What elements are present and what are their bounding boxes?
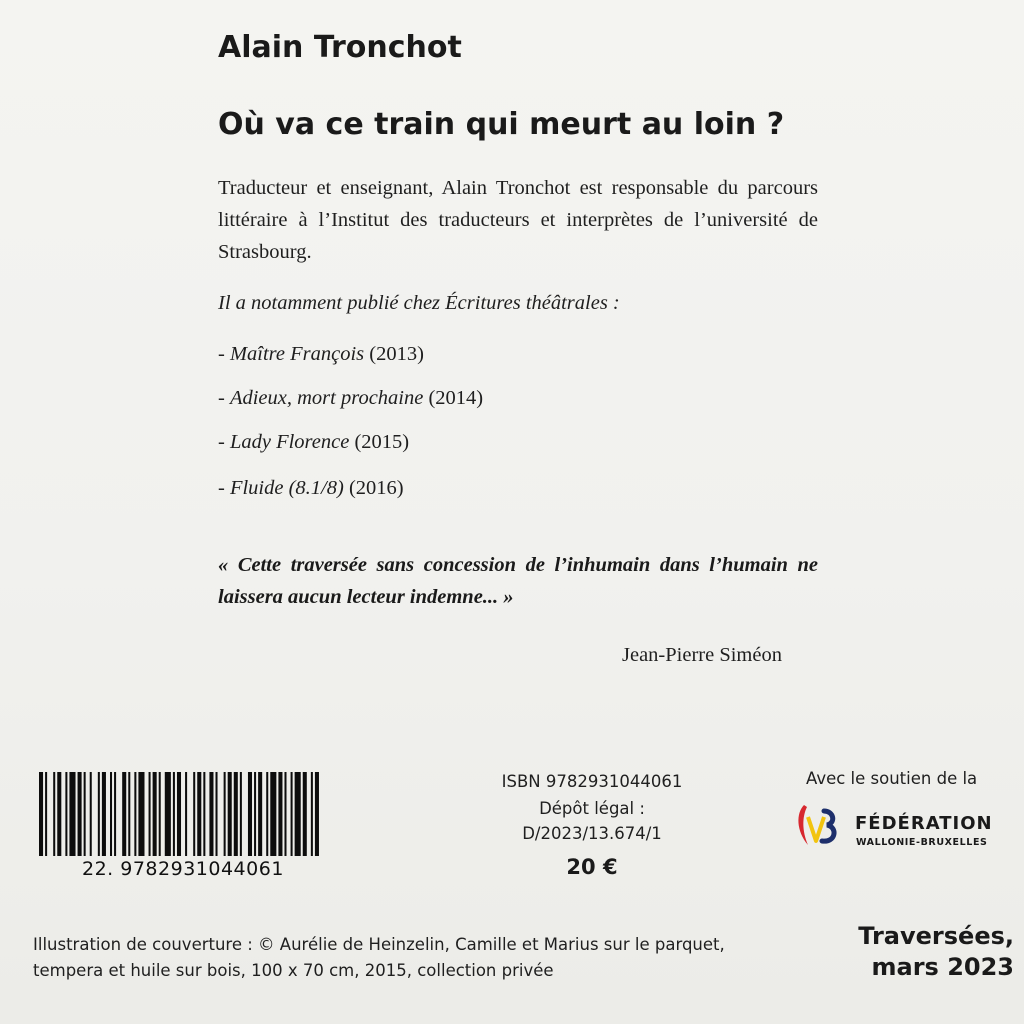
barcode-bar <box>315 772 319 856</box>
barcode-number: 22. 9782931044061 <box>82 858 284 880</box>
publication-year: (2016) <box>343 477 404 499</box>
barcode-bar <box>295 772 301 856</box>
author-name: Alain Tronchot <box>218 30 462 65</box>
publication-prefix: - <box>218 477 230 499</box>
publication-item <box>218 431 409 454</box>
barcode-bar <box>138 772 144 856</box>
barcode-bar <box>303 772 307 856</box>
barcode-bar <box>291 772 293 856</box>
barcode-bar <box>278 772 282 856</box>
publications-intro: Il a notamment publié chez Écritures théâtrales : <box>218 292 620 314</box>
barcode-bar <box>311 772 313 856</box>
barcode-bar <box>209 772 213 856</box>
series-name: Traversées, <box>858 922 1014 950</box>
barcode-bar <box>228 772 232 856</box>
barcode-bar <box>193 772 195 856</box>
publication-item <box>218 343 424 366</box>
barcode-bar <box>65 772 67 856</box>
barcode-bar <box>84 772 86 856</box>
barcode-bar <box>258 772 262 856</box>
publication-title: Adieux, mort prochaine <box>229 387 424 409</box>
illustration-credit-line-2: tempera et huile sur bois, 100 x 70 cm, 2015, collection privée <box>33 961 554 980</box>
publication-item <box>218 387 483 410</box>
barcode-bar <box>45 772 47 856</box>
review-quote: « Cette traversée sans concession de l’inhumain dans l’humain ne laissera aucun lecteur indemne... » <box>218 554 818 608</box>
barcode-bar <box>266 772 268 856</box>
barcode-bar <box>254 772 256 856</box>
barcode-bar <box>173 772 175 856</box>
federation-subtitle: WALLONIE-BRUXELLES <box>856 837 988 848</box>
barcode-bar <box>110 772 112 856</box>
publication-prefix: - <box>218 343 230 365</box>
federation-name: FÉDÉRATION <box>855 813 993 834</box>
series-date: mars 2023 <box>871 953 1014 981</box>
barcode-bar <box>128 772 130 856</box>
barcode-bar <box>98 772 100 856</box>
publication-year: (2013) <box>364 343 424 365</box>
barcode-bars <box>39 772 321 856</box>
barcode-bar <box>78 772 82 856</box>
publication-year: (2015) <box>349 431 410 453</box>
book-title: Où va ce train qui meurt au loin ? <box>218 107 785 142</box>
barcode-bar <box>122 772 126 856</box>
barcode-bar <box>69 772 75 856</box>
barcode-bar <box>134 772 136 856</box>
barcode-bar <box>153 772 157 856</box>
barcode-bar <box>185 772 187 856</box>
barcode-bar <box>270 772 276 856</box>
barcode-bar <box>53 772 55 856</box>
barcode-bar <box>197 772 201 856</box>
publication-item <box>218 477 404 500</box>
support-text: Avec le soutien de la <box>806 769 978 788</box>
quote-attribution: Jean-Pierre Siméon <box>622 644 782 666</box>
depot-legal-number: D/2023/13.674/1 <box>522 824 662 843</box>
barcode-bar <box>177 772 181 856</box>
depot-legal-label: Dépôt légal : <box>539 799 645 818</box>
barcode-bar <box>102 772 106 856</box>
barcode-bar <box>90 772 92 856</box>
barcode-bar <box>149 772 151 856</box>
publication-prefix: - <box>218 387 230 409</box>
barcode-bar <box>165 772 171 856</box>
barcode-bar <box>248 772 252 856</box>
federation-wallonie-bruxelles-logo-icon <box>794 801 842 849</box>
barcode-bar <box>224 772 226 856</box>
price: 20 € <box>566 855 618 879</box>
publication-title: Lady Florence <box>229 431 350 453</box>
isbn: ISBN 9782931044061 <box>501 772 683 791</box>
publication-title: Maître François <box>229 343 365 365</box>
publication-title: Fluide (8.1/8) <box>229 477 344 499</box>
barcode-bar <box>284 772 286 856</box>
barcode-bar <box>159 772 161 856</box>
barcode-bar <box>114 772 116 856</box>
barcode-bar <box>39 772 43 856</box>
publication-prefix: - <box>218 431 230 453</box>
barcode-bar <box>57 772 61 856</box>
illustration-credit-line-1: Illustration de couverture : © Aurélie de Heinzelin, Camille et Marius sur le parquet, <box>33 935 725 954</box>
author-biography: Traducteur et enseignant, Alain Tronchot est responsable du parcours littéraire à l’Institut des traducteurs et interprètes de l’université de Strasbourg. <box>218 177 818 263</box>
barcode-bar <box>216 772 218 856</box>
publication-year: (2014) <box>423 387 484 409</box>
barcode-bar <box>203 772 205 856</box>
barcode-bar <box>234 772 238 856</box>
barcode-bar <box>240 772 242 856</box>
